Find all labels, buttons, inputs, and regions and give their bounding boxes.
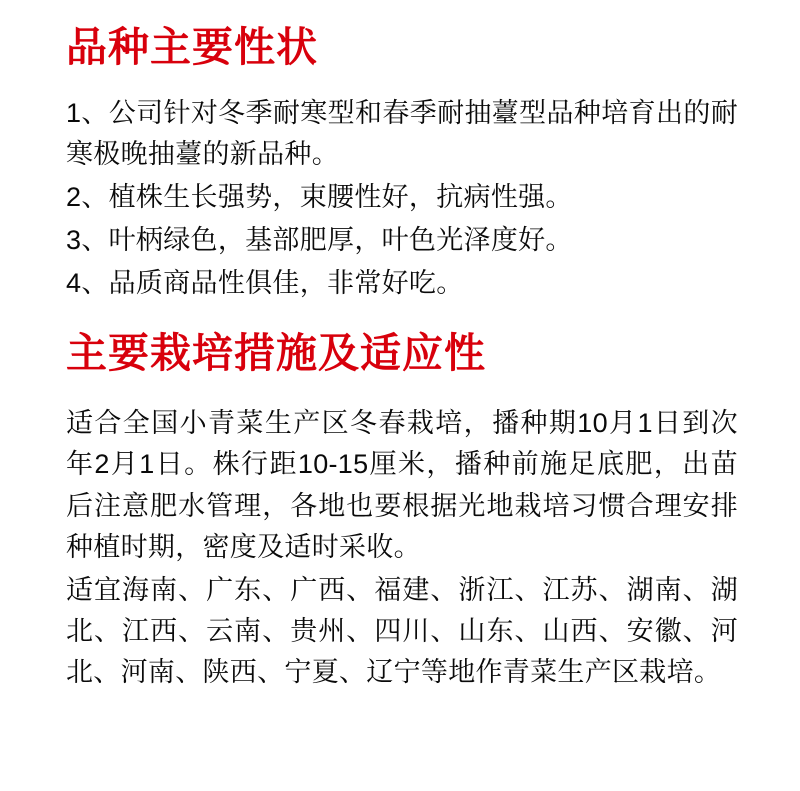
list-item: 3、叶柄绿色，基部肥厚，叶色光泽度好。 [66,225,573,256]
list-item: 4、品质商品性俱佳，非常好吃。 [66,268,464,299]
paragraph: 适宜海南、广东、广西、福建、浙江、江苏、湖南、湖北、江西、云南、贵州、四川、山东、山西、安徽、河北、河南、陕西、宁夏、辽宁等地作青菜生产区栽培。 [66,574,738,687]
variety-traits-list [66,93,738,304]
cultivation-paragraphs [66,403,738,692]
list-item: 1、公司针对冬季耐寒型和春季耐抽薹型品种培育出的耐寒极晚抽薹的新品种。 [66,98,738,170]
list-item: 2、植株生长强势，束腰性好，抗病性强。 [66,182,573,213]
section-heading-variety-traits: 品种主要性状 [66,23,318,71]
section-heading-cultivation-measures: 主要栽培措施及适应性 [66,329,486,378]
paragraph: 适合全国小青菜生产区冬春栽培，播种期10月1日到次年2月1日。株行距10-15厘米，播种前施足底肥，出苗后注意肥水管理，各地也要根据光地栽培习惯合理安排种植时期，密度及适时采收。 [66,408,738,562]
